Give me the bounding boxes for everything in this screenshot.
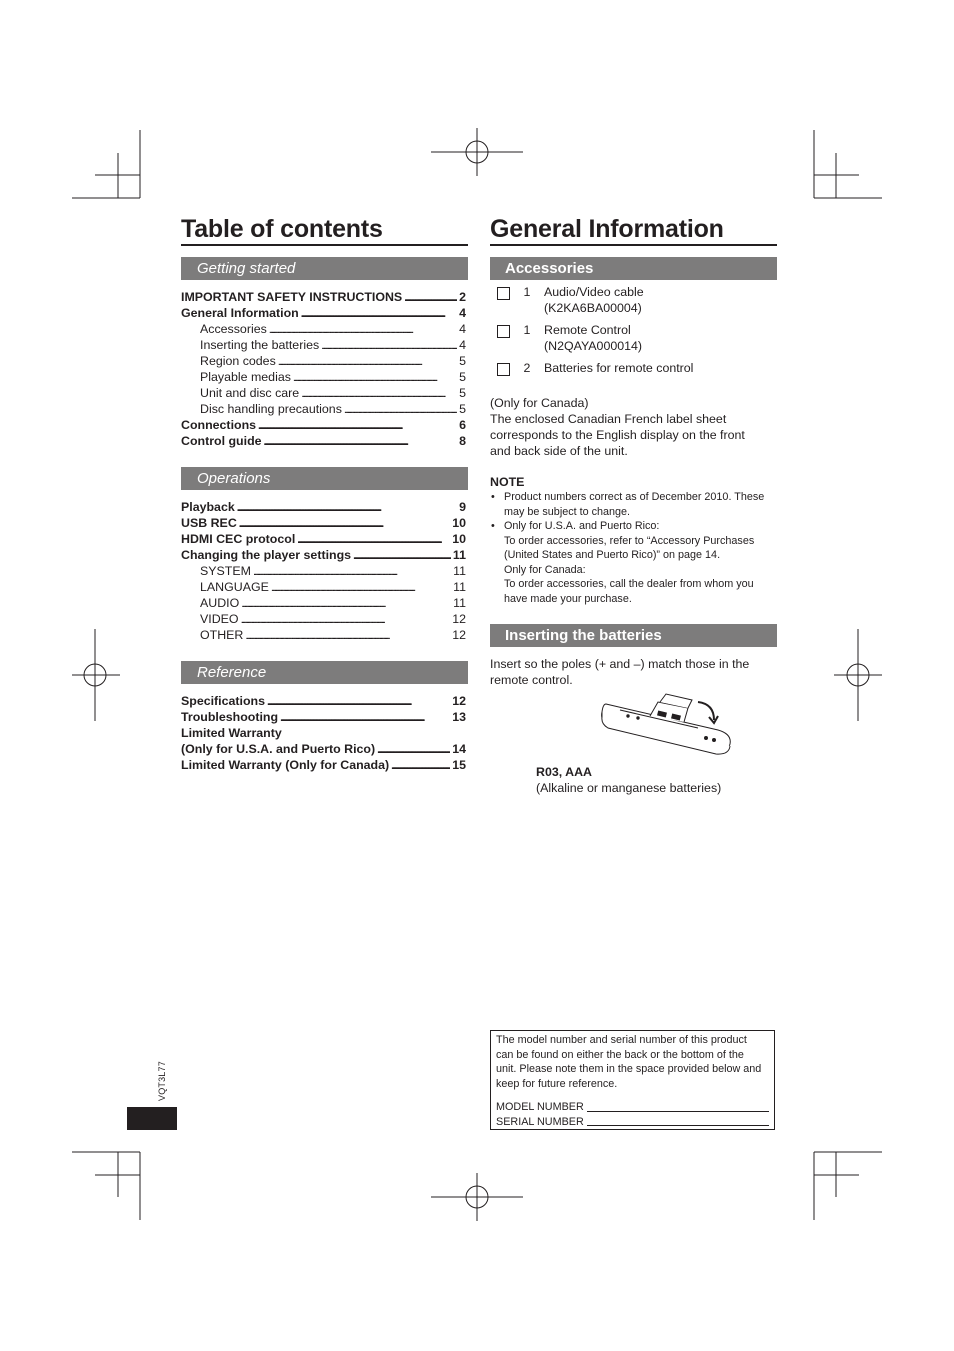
accessory-item: 2 Batteries for remote control <box>497 360 777 376</box>
toc-title: Table of contents <box>181 215 468 246</box>
toc-item[interactable]: Region codes . . . 5 <box>181 353 466 369</box>
toc-item[interactable]: Control guide . . . 8 <box>181 433 466 449</box>
toc-list-getting-started <box>181 289 466 449</box>
section-header-inserting-batteries: Inserting the batteries <box>490 624 777 647</box>
section-header-getting-started: Getting started <box>181 257 468 280</box>
toc-item[interactable]: Playable medias . . . 5 <box>181 369 466 385</box>
accessory-item: 1 Remote Control (N2QAYA000014) <box>497 322 777 354</box>
toc-item[interactable]: (Only for U.S.A. and Puerto Rico) . . . 14 <box>181 741 466 757</box>
accessories-list <box>497 284 777 382</box>
toc-item[interactable]: AUDIO . . . 11 <box>181 595 466 611</box>
toc-item[interactable]: Disc handling precautions . . . 5 <box>181 401 466 417</box>
section-header-operations: Operations <box>181 467 468 490</box>
accessory-item: 1 Audio/Video cable (K2KA6BA00004) <box>497 284 777 316</box>
document-code: VQT3L77 <box>157 1061 167 1101</box>
page-tab <box>127 1107 177 1130</box>
section-header-reference: Reference <box>181 661 468 684</box>
note-bullet: • Only for U.S.A. and Puerto Rico: To order accessories, refer to “Accessory Purchases (United States and Puerto Rico)” on page 14. Only for Canada: To order accessories, call the dealer from whom you have made your purchase. <box>490 519 777 606</box>
toc-item[interactable]: Limited Warranty <box>181 726 282 740</box>
toc-item[interactable]: HDMI CEC protocol . . . 10 <box>181 531 466 547</box>
toc-item[interactable]: IMPORTANT SAFETY INSTRUCTIONS . . . 2 <box>181 289 466 305</box>
toc-item[interactable]: SYSTEM . . . 11 <box>181 563 466 579</box>
serial-number-field[interactable]: SERIAL NUMBER <box>496 1115 769 1130</box>
toc-list-operations <box>181 499 466 643</box>
checkbox[interactable] <box>497 287 510 300</box>
batteries-instruction: Insert so the poles (+ and –) match those in the remote control. <box>490 657 750 687</box>
remote-control-illustration <box>598 690 738 758</box>
toc-item[interactable]: Changing the player settings . . . 11 <box>181 547 466 563</box>
toc-item[interactable]: Specifications . . . 12 <box>181 693 466 709</box>
section-header-accessories: Accessories <box>490 257 777 280</box>
note-title: NOTE <box>490 475 525 489</box>
model-serial-box <box>490 1030 775 1130</box>
toc-item[interactable]: Unit and disc care . . . 5 <box>181 385 466 401</box>
checkbox[interactable] <box>497 325 510 338</box>
battery-type: R03, AAA <box>536 765 592 779</box>
toc-item[interactable]: Connections . . . 6 <box>181 417 466 433</box>
model-box-text: The model number and serial number of this product can be found on either the back or the bottom of the unit. Please note them in the space provided below and keep for future reference. <box>496 1034 762 1090</box>
toc-item[interactable]: LANGUAGE . . . 11 <box>181 579 466 595</box>
toc-item[interactable]: Accessories . . . 4 <box>181 321 466 337</box>
toc-item[interactable]: General Information . . . 4 <box>181 305 466 321</box>
toc-item[interactable]: Limited Warranty (Only for Canada) . . . 15 <box>181 757 466 773</box>
battery-type-note: (Alkaline or manganese batteries) <box>536 781 722 795</box>
note-list <box>490 490 777 606</box>
model-number-field[interactable]: MODEL NUMBER <box>496 1100 769 1115</box>
canada-label-note: (Only for Canada) The enclosed Canadian French label sheet corresponds to the English display on the front and back side of the unit. <box>490 396 745 458</box>
toc-item[interactable]: OTHER . . . 12 <box>181 627 466 643</box>
note-bullet: • Product numbers correct as of December 2010. These may be subject to change. <box>490 490 777 519</box>
toc-item[interactable]: Troubleshooting . . . 13 <box>181 709 466 725</box>
checkbox[interactable] <box>497 363 510 376</box>
toc-item[interactable]: Inserting the batteries . . . 4 <box>181 337 466 353</box>
toc-list-reference <box>181 693 466 773</box>
toc-item[interactable]: Playback . . . 9 <box>181 499 466 515</box>
general-info-title: General Information <box>490 215 777 246</box>
toc-item[interactable]: USB REC . . . 10 <box>181 515 466 531</box>
toc-item[interactable]: VIDEO . . . 12 <box>181 611 466 627</box>
